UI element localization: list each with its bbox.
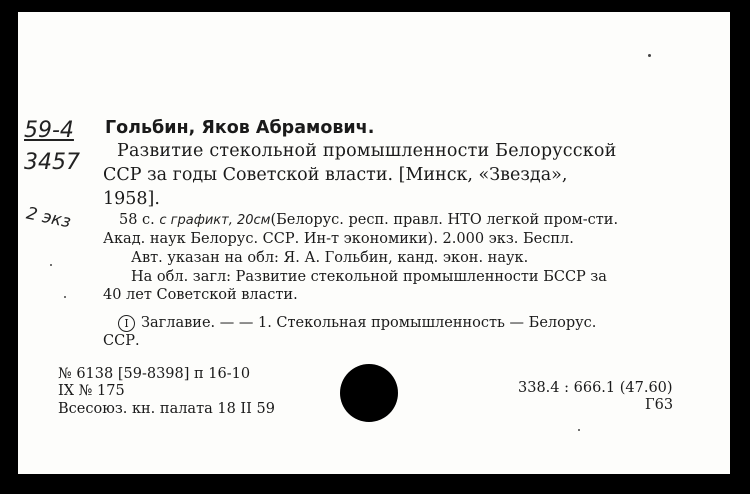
- punch-hole: [340, 364, 398, 422]
- author-note: Авт. указан на обл: Я. А. Гольбин, канд. экон. наук.: [131, 250, 529, 266]
- tracing-marker: I: [118, 315, 135, 332]
- series-note: (Белорус. респ. правл. НТО легкой пром-сти.: [270, 212, 619, 228]
- tracing-line-1: [118, 315, 596, 332]
- call-number-top: 59-4: [24, 118, 74, 143]
- title-line-1: Развитие стекольной промышленности Белорусской: [117, 141, 617, 161]
- dust-speck: [578, 429, 580, 431]
- pages-count: 58 с.: [119, 212, 155, 228]
- tracing-text: Заглавие. — — 1. Стекольная промышленность — Белорус.: [141, 315, 597, 331]
- chamber-stamp: Всесоюз. кн. палата 18 II 59: [58, 401, 275, 417]
- dust-speck: [64, 296, 66, 298]
- title-line-3: 1958].: [103, 189, 160, 209]
- copies-note: 2 экз: [24, 203, 73, 233]
- author-heading: Гольбин, Яков Абрамович.: [105, 118, 375, 138]
- classification-code: 338.4 : 666.1 (47.60): [518, 380, 673, 396]
- description-line-1: [119, 213, 618, 228]
- author-mark: Г63: [645, 397, 674, 413]
- print-index: IX № 175: [58, 383, 125, 399]
- print-number: № 6138 [59-8398] п 16-10: [58, 366, 251, 382]
- tracing-line-2: ССР.: [103, 333, 140, 349]
- cover-title-note-2: 40 лет Советской власти.: [103, 287, 298, 303]
- cover-title-note-1: На обл. загл: Развитие стекольной промышленности БССР за: [131, 269, 607, 285]
- call-number-bottom: 3457: [24, 150, 80, 175]
- description-line-2: Акад. наук Белорус. ССР. Ин-т экономики). 2.000 экз. Беспл.: [103, 231, 574, 247]
- title-line-2: ССР за годы Советской власти. [Минск, «Звезда»,: [103, 165, 568, 185]
- dust-speck: [648, 54, 651, 57]
- dust-speck: [50, 264, 52, 266]
- handwritten-insert: с графикт, 20см: [159, 213, 271, 228]
